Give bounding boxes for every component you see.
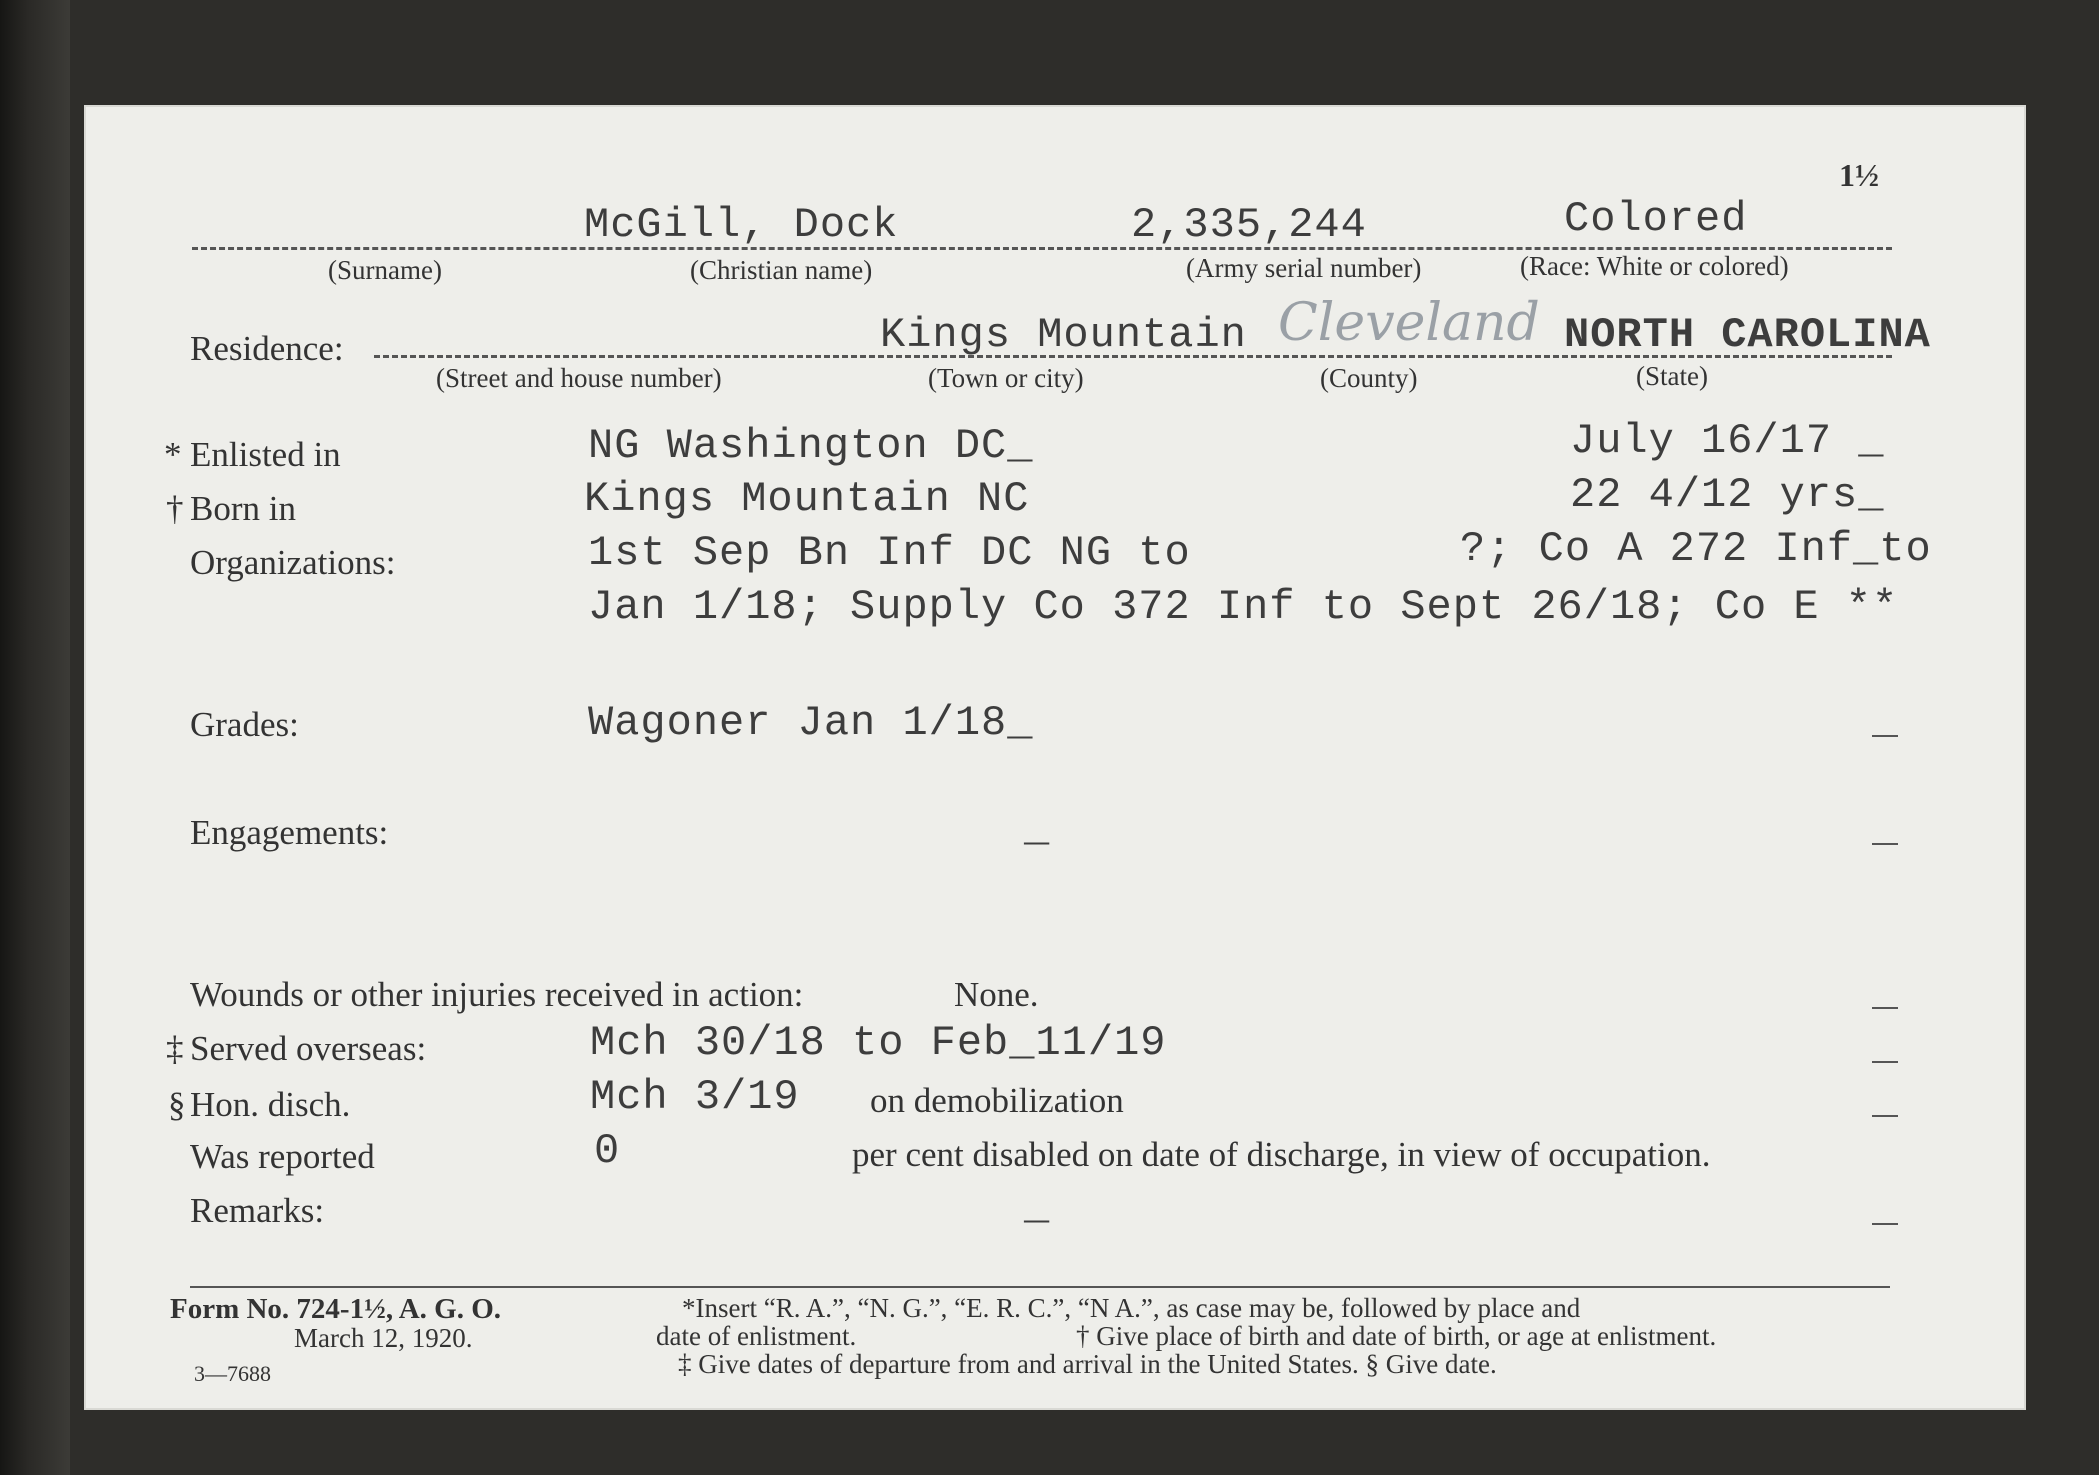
- service-record-card: [84, 105, 2026, 1410]
- grades-value: Wagoner Jan 1/18_: [588, 699, 1034, 747]
- wounds-value: None.: [954, 975, 1039, 1014]
- discharge-note: on demobilization: [870, 1081, 1124, 1120]
- reported-label: Was reported: [190, 1137, 375, 1176]
- race-caption: (Race: White or colored): [1520, 251, 1789, 281]
- enlisted-place-value: NG Washington DC_: [588, 422, 1034, 470]
- wounds-end-tick: [1872, 1007, 1898, 1009]
- town-caption: (Town or city): [928, 363, 1084, 393]
- remarks-label: Remarks:: [190, 1191, 325, 1230]
- header-dotted-line: [192, 247, 1892, 250]
- enlisted-label: Enlisted in: [190, 435, 341, 474]
- street-caption: (Street and house number): [436, 363, 722, 393]
- organizations-line2: Jan 1/18; Supply Co 372 Inf to Sept 26/18; Co E **: [588, 583, 1899, 631]
- overseas-value: Mch 30/18 to Feb_11/19: [590, 1019, 1167, 1067]
- organizations-line1-right: ?; Co A 272 Inf_to: [1460, 525, 1932, 573]
- discharge-mark: §: [168, 1085, 186, 1124]
- engagements-label: Engagements:: [190, 813, 389, 852]
- christian-name-caption: (Christian name): [690, 255, 873, 285]
- residence-state-value: NORTH CAROLINA: [1564, 311, 1931, 359]
- card-corner-number: 1½: [1839, 157, 1879, 193]
- form-number: Form No. 724-1½, A. G. O.: [170, 1293, 502, 1325]
- footer-rule: [190, 1286, 1890, 1288]
- reported-value: 0: [594, 1127, 621, 1175]
- residence-label: Residence:: [190, 329, 344, 368]
- discharge-end-tick: [1872, 1115, 1898, 1117]
- engagements-value: _: [1024, 805, 1051, 853]
- grades-label: Grades:: [190, 705, 299, 744]
- discharge-value: Mch 3/19: [590, 1073, 800, 1121]
- footnote-date-of-enlistment: date of enlistment.: [656, 1321, 857, 1351]
- state-caption: (State): [1636, 361, 1708, 391]
- born-mark: †: [166, 489, 184, 528]
- county-caption: (County): [1320, 363, 1418, 393]
- enlisted-date-value: July 16/17 _: [1570, 417, 1885, 465]
- footnote-birth: † Give place of birth and date of birth, or age at enlistment.: [1076, 1321, 1717, 1351]
- residence-town-value: Kings Mountain: [880, 311, 1247, 359]
- grades-end-tick: [1872, 735, 1898, 737]
- born-age-value: 22 4/12 yrs_: [1570, 471, 1885, 519]
- organizations-label: Organizations:: [190, 543, 396, 582]
- remarks-end-tick: [1872, 1223, 1898, 1225]
- race-value: Colored: [1564, 195, 1748, 243]
- form-date: March 12, 1920.: [294, 1323, 473, 1353]
- surname-christian-value: McGill, Dock: [584, 201, 899, 249]
- residence-dotted-line: [374, 355, 1892, 358]
- overseas-mark: ‡: [166, 1029, 184, 1068]
- born-label: Born in: [190, 489, 296, 528]
- serial-number-value: 2,335,244: [1131, 201, 1367, 249]
- footnote-insert: *Insert “R. A.”, “N. G.”, “E. R. C.”, “N A.”, as case may be, followed by place and: [682, 1293, 1581, 1323]
- enlisted-mark: *: [164, 435, 182, 474]
- surname-caption: (Surname): [328, 255, 442, 285]
- discharge-label: Hon. disch.: [190, 1085, 351, 1124]
- born-place-value: Kings Mountain NC: [584, 475, 1030, 523]
- overseas-label: Served overseas:: [190, 1029, 427, 1068]
- print-code: 3—7688: [194, 1361, 271, 1386]
- organizations-line1-left: 1st Sep Bn Inf DC NG to: [588, 529, 1191, 577]
- overseas-end-tick: [1872, 1061, 1898, 1063]
- scanner-border: [0, 0, 70, 1475]
- reported-text: per cent disabled on date of discharge, in view of occupation.: [852, 1135, 1711, 1174]
- wounds-label: Wounds or other injuries received in action:: [190, 975, 804, 1014]
- footnote-overseas-discharge: ‡ Give dates of departure from and arrival in the United States. § Give date.: [678, 1349, 1497, 1379]
- remarks-value: _: [1024, 1183, 1051, 1231]
- residence-county-handwritten: Cleveland: [1278, 293, 1540, 353]
- serial-caption: (Army serial number): [1186, 253, 1422, 283]
- engagements-end-tick: [1872, 843, 1898, 845]
